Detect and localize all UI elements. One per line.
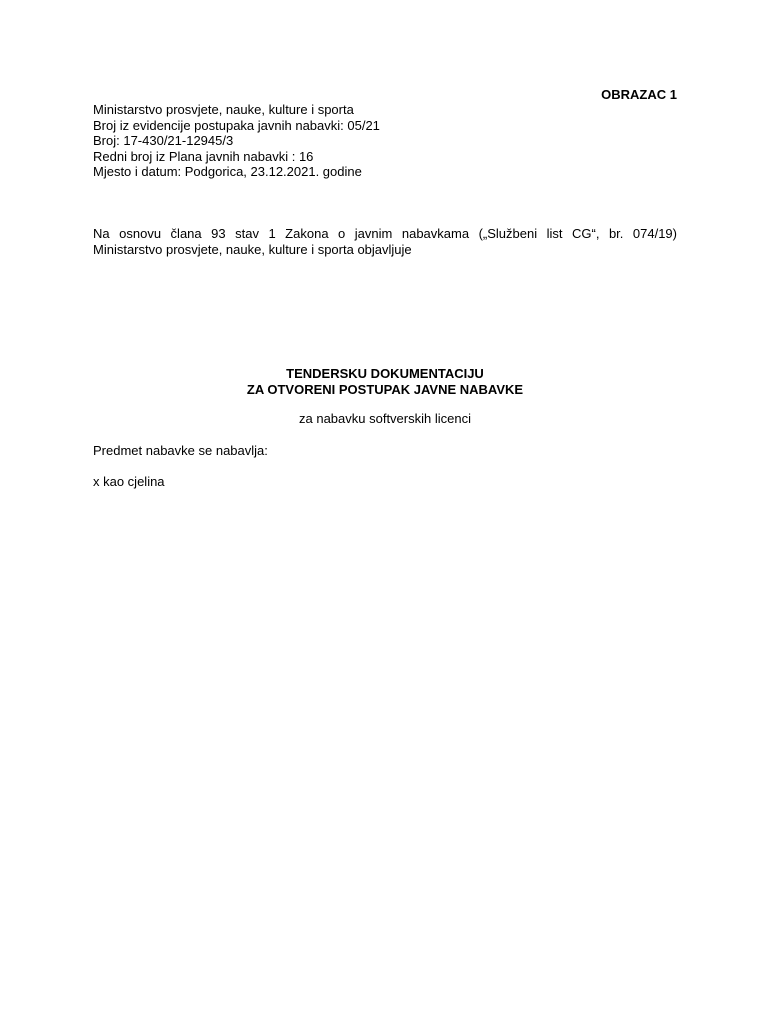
title-line-1: TENDERSKU DOKUMENTACIJU <box>286 366 484 381</box>
title-line-2: ZA OTVORENI POSTUPAK JAVNE NABAVKE <box>246 381 524 397</box>
intro-paragraph <box>93 226 677 258</box>
header-line-ministry: Ministarstvo prosvjete, nauke, kulture i sporta <box>93 102 354 117</box>
header-info <box>93 102 677 180</box>
header-line-number: Broj: 17-430/21-12945/3 <box>93 133 234 148</box>
form-label: OBRAZAC 1 <box>601 87 677 102</box>
header-line-plan-number: Redni broj iz Plana javnih nabavki : 16 <box>93 148 314 164</box>
header-line-place-date: Mjesto i datum: Podgorica, 23.12.2021. godine <box>93 164 362 179</box>
procurement-label: Predmet nabavke se nabavlja: <box>93 443 268 458</box>
document-title <box>93 366 677 397</box>
procurement-option: x kao cjelina <box>93 474 165 489</box>
procurement-subject: za nabavku softverskih licenci <box>299 411 471 426</box>
intro-line-2: Ministarstvo prosvjete, nauke, kulture i sporta objavljuje <box>93 242 412 257</box>
header-line-evidence-number: Broj iz evidencije postupaka javnih nabavki: 05/21 <box>93 117 380 133</box>
intro-line-1: Na osnovu člana 93 stav 1 Zakona o javnim nabavkama („Službeni list CG“, br. 074/19) <box>93 226 677 241</box>
